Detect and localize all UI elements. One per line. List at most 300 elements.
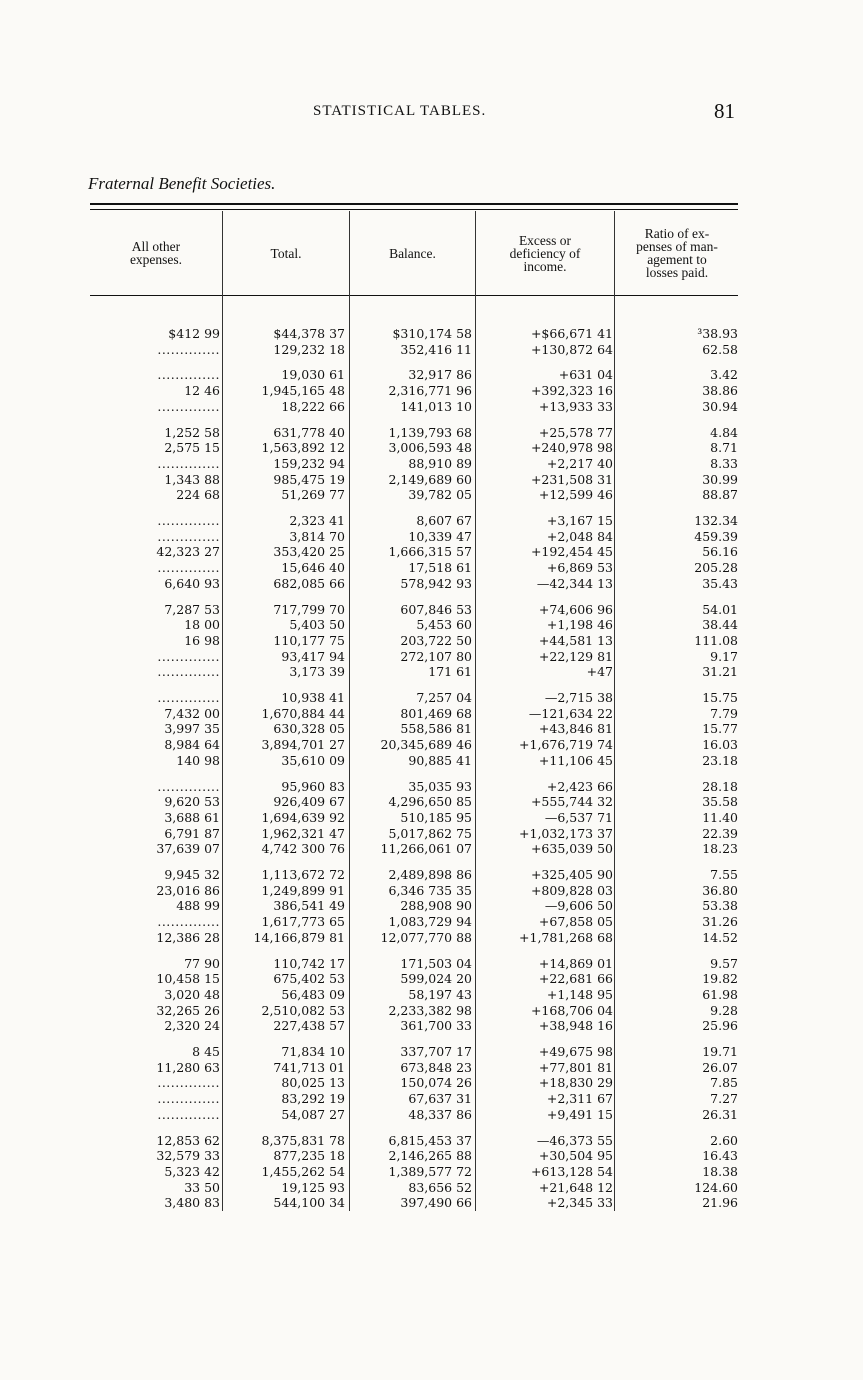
cell-balance: 150,074 26 (400, 1075, 472, 1091)
cell-ratio: 88.87 (702, 487, 738, 503)
cell-all-other-expenses: 6,640 93 (164, 575, 220, 591)
cell-excess-deficiency: +67,858 05 (538, 914, 613, 930)
cell-total: 227,438 57 (273, 1018, 345, 1034)
cell-all-other-expenses: .............. (157, 778, 220, 794)
cell-ratio: 54.01 (702, 601, 738, 617)
cell-all-other-expenses: .............. (157, 690, 220, 705)
cell-ratio: 26.31 (702, 1106, 738, 1122)
table-row (0, 1180, 863, 1196)
cell-balance: 2,316,771 96 (388, 383, 472, 399)
cell-all-other-expenses: 16 98 (184, 632, 220, 648)
cell-all-other-expenses: 12,853 62 (156, 1132, 220, 1148)
cell-balance: 288,908 90 (400, 898, 472, 914)
cell-balance: 2,149,689 60 (388, 471, 472, 487)
table-row (0, 794, 863, 810)
table-row (0, 487, 863, 503)
table-row (0, 617, 863, 633)
cell-ratio: 35.43 (702, 575, 738, 591)
cell-ratio: 16.43 (702, 1148, 738, 1164)
cell-ratio: 61.98 (702, 986, 738, 1002)
cell-total: 1,563,892 12 (261, 440, 345, 456)
cell-total: 5,403 50 (289, 617, 345, 633)
cell-total: 3,173 39 (289, 664, 345, 680)
table-row (0, 987, 863, 1003)
cell-ratio: 18.23 (702, 841, 738, 857)
table-row (0, 971, 863, 987)
table-row (0, 841, 863, 857)
cell-balance: 1,389,577 72 (388, 1163, 472, 1179)
cell-excess-deficiency: +22,129 81 (538, 648, 613, 664)
cell-balance: 558,586 81 (400, 721, 472, 737)
table-row (0, 883, 863, 899)
cell-all-other-expenses: 5,323 42 (164, 1163, 220, 1179)
cell-balance: 578,942 93 (400, 575, 472, 591)
cell-excess-deficiency: +3,167 15 (546, 513, 613, 528)
cell-ratio: 30.94 (702, 398, 738, 414)
cell-total: 1,945,165 48 (261, 383, 345, 399)
page-number: 81 (714, 99, 735, 123)
cell-all-other-expenses: .............. (157, 513, 220, 528)
cell-total: 353,420 25 (273, 544, 345, 560)
table-row (0, 1107, 863, 1123)
cell-all-other-expenses: .............. (157, 367, 220, 383)
cell-ratio: 19.82 (702, 971, 738, 987)
table-row (0, 706, 863, 722)
cell-ratio: 459.39 (694, 528, 738, 544)
table-row (0, 898, 863, 914)
cell-total: 51,269 77 (281, 487, 345, 503)
cell-ratio: 7.79 (710, 705, 738, 721)
cell-balance: 337,707 17 (400, 1044, 472, 1059)
running-title: STATISTICAL TABLES. (313, 103, 487, 119)
table-row (0, 649, 863, 665)
cell-balance: $310,174 58 (392, 326, 472, 341)
cell-excess-deficiency: +30,504 95 (538, 1148, 613, 1164)
cell-ratio: 2.60 (710, 1132, 738, 1148)
cell-ratio: 36.80 (702, 882, 738, 898)
cell-excess-deficiency: +1,781,268 68 (519, 929, 613, 945)
cell-total: 1,670,884 44 (261, 705, 345, 721)
cell-balance: 397,490 66 (400, 1195, 472, 1211)
cell-ratio: ³38.93 (697, 326, 738, 341)
cell-ratio: 18.38 (702, 1163, 738, 1179)
cell-excess-deficiency: +2,217 40 (546, 455, 613, 471)
cell-ratio: 9.17 (710, 648, 738, 664)
cell-balance: 32,917 86 (408, 367, 472, 383)
column-header-balance: Balance. (389, 245, 436, 261)
cell-all-other-expenses: .............. (157, 455, 220, 471)
cell-ratio: 30.99 (702, 471, 738, 487)
table-row (0, 1164, 863, 1180)
cell-balance: 2,233,382 98 (388, 1002, 472, 1018)
cell-balance: 141,013 10 (400, 398, 472, 414)
cell-total: 19,125 93 (281, 1179, 345, 1195)
cell-total: 2,323 41 (289, 513, 345, 528)
cell-all-other-expenses: 9,945 32 (164, 867, 220, 882)
cell-excess-deficiency: +18,830 29 (538, 1075, 613, 1091)
cell-total: 682,085 66 (273, 575, 345, 591)
cell-balance: 1,666,315 57 (388, 544, 472, 560)
cell-balance: 352,416 11 (400, 341, 472, 357)
cell-ratio: 26.07 (702, 1059, 738, 1075)
cell-all-other-expenses: 2,320 24 (164, 1018, 220, 1034)
cell-all-other-expenses: .............. (157, 1075, 220, 1091)
cell-excess-deficiency: +12,599 46 (538, 487, 613, 503)
table-row (0, 1133, 863, 1149)
table-row (0, 602, 863, 618)
cell-total: 630,328 05 (273, 721, 345, 737)
cell-all-other-expenses: 32,265 26 (156, 1002, 220, 1018)
cell-all-other-expenses: 1,252 58 (164, 424, 220, 440)
cell-all-other-expenses: 18 00 (184, 617, 220, 633)
cell-excess-deficiency: +392,323 16 (530, 383, 613, 399)
cell-ratio: 15.75 (702, 690, 738, 705)
table-row (0, 544, 863, 560)
cell-balance: 2,489,898 86 (388, 867, 472, 882)
cell-all-other-expenses: 37,639 07 (156, 841, 220, 857)
cell-all-other-expenses: 42,323 27 (156, 544, 220, 560)
cell-excess-deficiency: +1,032,173 37 (519, 825, 613, 841)
cell-ratio: 7.55 (710, 867, 738, 882)
cell-excess-deficiency: +44,581 13 (538, 632, 613, 648)
table-caption: Fraternal Benefit Societies. (88, 174, 276, 193)
cell-excess-deficiency: +49,675 98 (538, 1044, 613, 1059)
cell-excess-deficiency: +74,606 96 (538, 601, 613, 617)
cell-excess-deficiency: +25,578 77 (538, 424, 613, 440)
cell-balance: 6,346 735 35 (388, 882, 472, 898)
cell-excess-deficiency: +168,706 04 (530, 1002, 613, 1018)
cell-excess-deficiency: +2,311 67 (546, 1091, 613, 1107)
cell-balance: 20,345,689 46 (380, 737, 472, 753)
cell-ratio: 111.08 (694, 632, 738, 648)
cell-ratio: 35.58 (702, 794, 738, 810)
cell-all-other-expenses: 23,016 86 (156, 882, 220, 898)
cell-excess-deficiency: —42,344 13 (536, 575, 613, 591)
cell-all-other-expenses: .............. (157, 1106, 220, 1122)
cell-excess-deficiency: +2,423 66 (546, 778, 613, 794)
table-row (0, 633, 863, 649)
cell-excess-deficiency: —46,373 55 (536, 1132, 613, 1148)
cell-ratio: 25.96 (702, 1018, 738, 1034)
table-row (0, 529, 863, 545)
cell-total: 926,409 67 (273, 794, 345, 810)
cell-ratio: 205.28 (694, 560, 738, 576)
cell-excess-deficiency: +77,801 81 (538, 1059, 613, 1075)
cell-all-other-expenses: 140 98 (176, 752, 220, 768)
cell-balance: 6,815,453 37 (388, 1132, 472, 1148)
cell-total: 1,617,773 65 (261, 914, 345, 930)
table-row (0, 576, 863, 592)
cell-total: 14,166,879 81 (253, 929, 345, 945)
cell-total: 2,510,082 53 (261, 1002, 345, 1018)
cell-total: 10,938 41 (281, 690, 345, 705)
cell-all-other-expenses: 6,791 87 (164, 825, 220, 841)
table-row (0, 472, 863, 488)
cell-balance: 1,139,793 68 (388, 424, 472, 440)
cell-total: 80,025 13 (281, 1075, 345, 1091)
cell-total: 717,799 70 (273, 601, 345, 617)
cell-excess-deficiency: +11,106 45 (538, 752, 613, 768)
cell-all-other-expenses: .............. (157, 914, 220, 930)
table-row (0, 1075, 863, 1091)
cell-balance: 58,197 43 (408, 986, 472, 1002)
cell-all-other-expenses: .............. (157, 648, 220, 664)
table-row (0, 326, 863, 342)
cell-excess-deficiency: —121,634 22 (528, 705, 613, 721)
cell-balance: 171 61 (428, 664, 472, 680)
cell-excess-deficiency: +2,048 84 (546, 528, 613, 544)
table-row (0, 440, 863, 456)
cell-ratio: 38.44 (702, 617, 738, 633)
column-header-total: Total. (270, 245, 302, 261)
cell-ratio: 15.77 (702, 721, 738, 737)
cell-total: 35,610 09 (281, 752, 345, 768)
cell-total: 386,541 49 (273, 898, 345, 914)
cell-all-other-expenses: 32,579 33 (156, 1148, 220, 1164)
cell-total: 1,249,899 91 (261, 882, 345, 898)
cell-ratio: 11.40 (702, 809, 738, 825)
cell-all-other-expenses: 11,280 63 (156, 1059, 220, 1075)
cell-total: 19,030 61 (281, 367, 345, 383)
cell-excess-deficiency: —2,715 38 (544, 690, 613, 705)
cell-total: 3,894,701 27 (261, 737, 345, 753)
cell-excess-deficiency: +47 (586, 664, 613, 680)
cell-balance: 39,782 05 (408, 487, 472, 503)
cell-excess-deficiency: +130,872 64 (530, 341, 613, 357)
cell-excess-deficiency: +21,648 12 (538, 1179, 613, 1195)
cell-total: 631,778 40 (273, 424, 345, 440)
cell-excess-deficiency: +231,508 31 (530, 471, 613, 487)
cell-ratio: 9.57 (710, 955, 738, 971)
table-row (0, 779, 863, 795)
cell-all-other-expenses: $412 99 (168, 326, 220, 341)
table-row (0, 1195, 863, 1211)
cell-balance: 35,035 93 (408, 778, 472, 794)
cell-ratio: 22.39 (702, 825, 738, 841)
table-row (0, 690, 863, 706)
cell-total: 15,646 40 (281, 560, 345, 576)
table-row (0, 456, 863, 472)
cell-ratio: 8.33 (710, 455, 738, 471)
cell-all-other-expenses: 3,020 48 (164, 986, 220, 1002)
cell-total: $44,378 37 (273, 326, 345, 341)
cell-ratio: 7.27 (710, 1091, 738, 1107)
cell-balance: 607,846 53 (400, 601, 472, 617)
cell-total: 1,962,321 47 (261, 825, 345, 841)
table-row (0, 342, 863, 358)
cell-excess-deficiency: +1,676,719 74 (519, 737, 613, 753)
cell-all-other-expenses: .............. (157, 528, 220, 544)
cell-excess-deficiency: +325,405 90 (530, 867, 613, 882)
cell-ratio: 9.28 (710, 1002, 738, 1018)
cell-excess-deficiency: +192,454 45 (530, 544, 613, 560)
cell-balance: 3,006,593 48 (388, 440, 472, 456)
cell-all-other-expenses: 3,688 61 (164, 809, 220, 825)
cell-excess-deficiency: +555,744 32 (530, 794, 613, 810)
cell-balance: 801,469 68 (400, 705, 472, 721)
table-row (0, 956, 863, 972)
cell-balance: 88,910 89 (408, 455, 472, 471)
cell-excess-deficiency: +22,681 66 (538, 971, 613, 987)
cell-excess-deficiency: +631 04 (558, 367, 613, 383)
cell-excess-deficiency: +613,128 54 (530, 1163, 613, 1179)
cell-excess-deficiency: —6,537 71 (544, 809, 613, 825)
cell-total: 93,417 94 (281, 648, 345, 664)
cell-excess-deficiency: +1,198 46 (546, 617, 613, 633)
cell-ratio: 62.58 (702, 341, 738, 357)
cell-balance: 10,339 47 (408, 528, 472, 544)
cell-all-other-expenses: 33 50 (184, 1179, 220, 1195)
table-row (0, 1044, 863, 1060)
table-row (0, 1003, 863, 1019)
cell-ratio: 23.18 (702, 752, 738, 768)
cell-balance: 8,607 67 (416, 513, 472, 528)
cell-ratio: 7.85 (710, 1075, 738, 1091)
cell-ratio: 31.26 (702, 914, 738, 930)
column-header-all-other-expenses: All other expenses. (129, 239, 183, 267)
cell-all-other-expenses: 7,287 53 (164, 601, 220, 617)
table-row (0, 1018, 863, 1034)
cell-all-other-expenses: .............. (157, 1091, 220, 1107)
cell-excess-deficiency: +635,039 50 (530, 841, 613, 857)
table-row (0, 810, 863, 826)
cell-total: 1,113,672 72 (261, 867, 345, 882)
cell-total: 18,222 66 (281, 398, 345, 414)
cell-excess-deficiency: +38,948 16 (538, 1018, 613, 1034)
table-row (0, 367, 863, 383)
cell-excess-deficiency: —9,606 50 (544, 898, 613, 914)
cell-total: 985,475 19 (273, 471, 345, 487)
cell-ratio: 53.38 (702, 898, 738, 914)
cell-total: 56,483 09 (281, 986, 345, 1002)
cell-balance: 1,083,729 94 (388, 914, 472, 930)
cell-total: 675,402 53 (273, 971, 345, 987)
table-row (0, 513, 863, 529)
cell-total: 110,177 75 (273, 632, 345, 648)
cell-all-other-expenses: 8 45 (192, 1044, 220, 1059)
cell-balance: 67,637 31 (408, 1091, 472, 1107)
cell-balance: 5,453 60 (416, 617, 472, 633)
cell-balance: 83,656 52 (408, 1179, 472, 1195)
table-row (0, 383, 863, 399)
cell-all-other-expenses: 12 46 (184, 383, 220, 399)
cell-excess-deficiency: +13,933 33 (538, 398, 613, 414)
cell-total: 3,814 70 (289, 528, 345, 544)
cell-balance: 2,146,265 88 (388, 1148, 472, 1164)
cell-ratio: 124.60 (694, 1179, 738, 1195)
cell-total: 110,742 17 (273, 955, 345, 971)
cell-total: 741,713 01 (273, 1059, 345, 1075)
cell-all-other-expenses: 3,480 83 (164, 1195, 220, 1211)
table-row (0, 914, 863, 930)
cell-all-other-expenses: 3,997 35 (164, 721, 220, 737)
cell-ratio: 19.71 (702, 1044, 738, 1059)
cell-balance: 272,107 80 (400, 648, 472, 664)
cell-excess-deficiency: +43,846 81 (538, 721, 613, 737)
table-row (0, 721, 863, 737)
table-row (0, 826, 863, 842)
cell-ratio: 56.16 (702, 544, 738, 560)
cell-excess-deficiency: +2,345 33 (546, 1195, 613, 1211)
cell-balance: 599,024 20 (400, 971, 472, 987)
cell-balance: 48,337 86 (408, 1106, 472, 1122)
cell-balance: 171,503 04 (400, 955, 472, 971)
cell-excess-deficiency: +$66,671 41 (530, 326, 613, 341)
cell-balance: 673,848 23 (400, 1059, 472, 1075)
cell-balance: 90,885 41 (408, 752, 472, 768)
cell-ratio: 28.18 (702, 778, 738, 794)
table-row (0, 753, 863, 769)
cell-ratio: 132.34 (694, 513, 738, 528)
cell-all-other-expenses: 7,432 00 (164, 705, 220, 721)
cell-balance: 5,017,862 75 (388, 825, 472, 841)
cell-total: 95,960 83 (281, 778, 345, 794)
table-row (0, 425, 863, 441)
table-row (0, 930, 863, 946)
cell-total: 83,292 19 (281, 1091, 345, 1107)
column-header-excess-deficiency: Excess or deficiency of income. (509, 232, 581, 274)
cell-all-other-expenses: .............. (157, 341, 220, 357)
cell-balance: 510,185 95 (400, 809, 472, 825)
cell-balance: 11,266,061 07 (380, 841, 472, 857)
cell-balance: 12,077,770 88 (380, 929, 472, 945)
cell-balance: 4,296,650 85 (388, 794, 472, 810)
cell-all-other-expenses: 2,575 15 (164, 440, 220, 456)
cell-total: 8,375,831 78 (261, 1132, 345, 1148)
cell-total: 159,232 94 (273, 455, 345, 471)
cell-excess-deficiency: +14,869 01 (538, 955, 613, 971)
table-row (0, 1060, 863, 1076)
table-row (0, 1148, 863, 1164)
cell-total: 4,742 300 76 (261, 841, 345, 857)
cell-total: 1,455,262 54 (261, 1163, 345, 1179)
table-row (0, 560, 863, 576)
cell-ratio: 8.71 (710, 440, 738, 456)
cell-all-other-expenses: 488 99 (176, 898, 220, 914)
cell-all-other-expenses: 8,984 64 (164, 737, 220, 753)
cell-all-other-expenses: .............. (157, 398, 220, 414)
cell-ratio: 3.42 (710, 367, 738, 383)
cell-ratio: 16.03 (702, 737, 738, 753)
cell-balance: 203,722 50 (400, 632, 472, 648)
column-header-ratio-expenses: Ratio of ex- penses of man- agement to losses paid. (636, 226, 718, 280)
cell-ratio: 4.84 (710, 424, 738, 440)
cell-all-other-expenses: 12,386 28 (156, 929, 220, 945)
cell-all-other-expenses: .............. (157, 560, 220, 576)
cell-total: 544,100 34 (273, 1195, 345, 1211)
cell-all-other-expenses: 10,458 15 (156, 971, 220, 987)
cell-excess-deficiency: +809,828 03 (530, 882, 613, 898)
cell-excess-deficiency: +240,978 98 (530, 440, 613, 456)
cell-all-other-expenses: 77 90 (184, 955, 220, 971)
table-row (0, 664, 863, 680)
cell-total: 877,235 18 (273, 1148, 345, 1164)
cell-excess-deficiency: +9,491 15 (546, 1106, 613, 1122)
cell-ratio: 31.21 (702, 664, 738, 680)
table-row (0, 737, 863, 753)
cell-total: 54,087 27 (281, 1106, 345, 1122)
cell-ratio: 38.86 (702, 383, 738, 399)
cell-all-other-expenses: 9,620 53 (164, 794, 220, 810)
cell-total: 129,232 18 (273, 341, 345, 357)
cell-excess-deficiency: +6,869 53 (546, 560, 613, 576)
cell-balance: 17,518 61 (408, 560, 472, 576)
cell-total: 71,834 10 (281, 1044, 345, 1059)
table-row (0, 1091, 863, 1107)
cell-all-other-expenses: 1,343 88 (164, 471, 220, 487)
cell-balance: 361,700 33 (400, 1018, 472, 1034)
cell-total: 1,694,639 92 (261, 809, 345, 825)
